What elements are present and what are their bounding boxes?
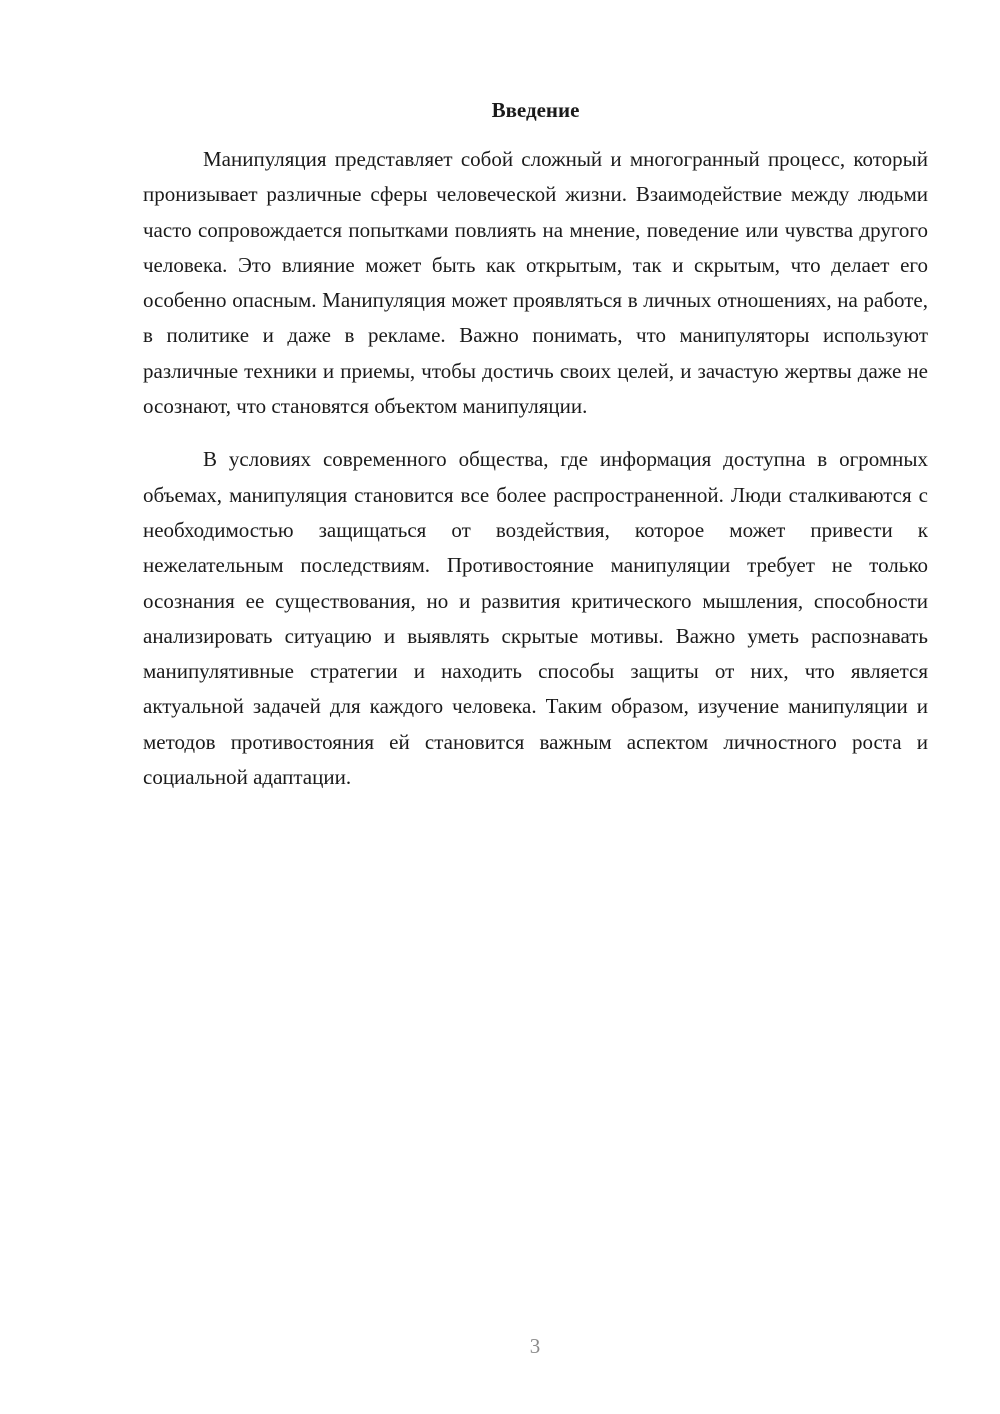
paragraph-1: Манипуляция представляет собой сложный и многогранный процесс, который пронизывает различные сферы человеческой жизни. Взаимодействие между людьми часто сопровождается попытками повлиять на мнение, поведение или чувства другого человека. Это влияние может быть как открытым, так и скрытым, что делает его особенно опасным. Манипуляция может проявляться в личных отношениях, на работе, в политике и даже в рекламе. Важно понимать, что манипуляторы используют различные техники и приемы, чтобы достичь своих целей, и зачастую жертвы даже не осознают, что становятся объектом манипуляции. — [143, 147, 928, 419]
page-number: 3 — [529, 1334, 541, 1358]
paragraph-2: В условиях современного общества, где информация доступна в огромных объемах, манипуляция становится все более распространенной. Люди сталкиваются с необходимостью защищаться от воздействия, которое может привести к нежелательным последствиям. Противостояние манипуляции требует не только осознания ее существования, но и развития критического мышления, способности анализировать ситуацию и выявлять скрытые мотивы. Важно уметь распознавать манипулятивные стратегии и находить способы защиты от них, что является актуальной задачей для каждого человека. Таким образом, изучение манипуляции и методов противостояния ей становится важным аспектом личностного роста и социальной адаптации. — [143, 447, 928, 790]
page-content — [143, 92, 928, 795]
section-heading: Введение — [491, 98, 580, 122]
